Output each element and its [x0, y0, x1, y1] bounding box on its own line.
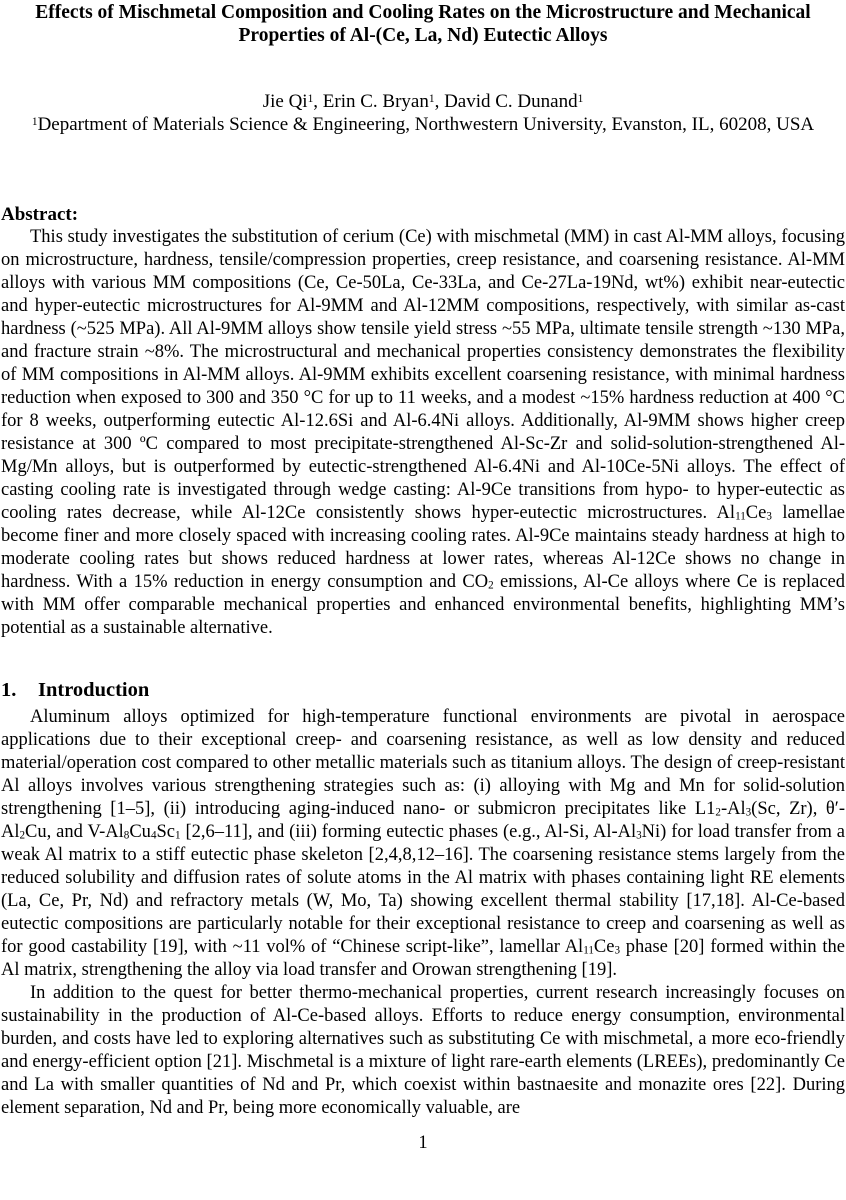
paper-title [1, 2, 845, 47]
section-heading-label: Introduction [38, 679, 150, 701]
abstract-heading: Abstract: [1, 204, 79, 225]
paper-title-line-1: Effects of Mischmetal Composition and Cooling Rates on the Microstructure and Mechanical [35, 2, 811, 23]
section-number: 1. [1, 679, 17, 701]
abstract-paragraph: This study investigates the substitution of cerium (Ce) with mischmetal (MM) in cast Al-MM alloys, focusing on microstructure, hardness, tensile/compression properties, creep resistance, and coarsening resistance. Al-MM alloys with various MM compositions (Ce, Ce-50La, Ce-33La, and Ce-27La-19Nd, wt%) exhibit near-eutectic and hyper-eutectic microstructures for Al-9MM and Al-12MM compositions, respectively, with similar as-cast hardness (~525 MPa). All Al-9MM alloys show tensile yield stress ~55 MPa, ultimate tensile strength ~130 MPa, and fracture strain ~8%. The microstructural and mechanical properties consistency demonstrates the flexibility of MM compositions in Al-MM alloys. Al-9MM exhibits excellent coarsening resistance, with minimal hardness reduction when exposed to 300 and 350 °C for up to 11 weeks, and a modest ~15% hardness reduction at 400 °C for 8 weeks, outperforming eutectic Al-12.6Si and Al-6.4Ni alloys. Additionally, Al-9MM shows higher creep resistance at 300 ºC compared to most precipitate-strengthened Al-Sc-Zr and solid-solution-strengthened Al-Mg/Mn alloys, but is outperformed by eutectic-strengthened Al-6.4Ni and Al-10Ce-5Ni alloys. The effect of casting cooling rate is investigated through wedge casting: Al-9Ce transitions from hypo- to hyper-eutectic as cooling rates decrease, while Al-12Ce consistently shows hyper-eutectic microstructures. $Al_{11}Ce_3$ lamellae become finer and more closely spaced with increasing cooling rates. Al-9Ce maintains steady hardness at high to moderate cooling rates but shows reduced hardness at lower rates, whereas Al-12Ce shows no change in hardness. With a 15% reduction in energy consumption and $CO_2$ emissions, Al-Ce alloys where Ce is replaced with MM offer comparable mechanical properties and enhanced environmental benefits, highlighting MM’s potential as a sustainable alternative. [1, 227, 846, 638]
byline-block [1, 90, 845, 136]
introduction-paragraph-2: In addition to the quest for better thermo-mechanical properties, current research increasingly focuses on sustainability in the production of Al-Ce-based alloys. Efforts to reduce energy consumption, environmental burden, and costs have led to exploring alternatives such as substituting Ce with mischmetal, a more eco-friendly and energy-efficient option [21]. Mischmetal is a mixture of light rare-earth elements (LREEs), predominantly Ce and La with smaller quantities of Nd and Pr, which coexist within bastnaesite and monazite ores [22]. During element separation, Nd and Pr, being more economically valuable, are [1, 983, 845, 1118]
authors-byline: Jie Qi$^1$, Erin C. Bryan$^1$, David C. Dunand$^1$ [262, 91, 584, 112]
affiliation: $^1$Department of Materials Science & Engineering, Northwestern University, Evanston, IL, 60208, USA [31, 114, 815, 135]
introduction-paragraph-1: Aluminum alloys optimized for high-temperature functional environments are pivotal in aerospace applications due to their exceptional creep- and coarsening resistance, as well as low density and reduced material/operation cost compared to other metallic materials such as titanium alloys. The design of creep-resistant Al alloys involves various strengthening strategies such as: (i) alloying with Mg and Mn for solid-solution strengthening [1–5], (ii) introducing aging-induced nano- or submicron precipitates like $L1_2-Al_3(Sc$, Zr), $\theta'-Al_2Cu$, and $V-Al_8Cu_4Sc_1$ [2,6–11], and (iii) forming eutectic phases (e.g., Al-Si, $Al-Al_3Ni$) for load transfer from a weak Al matrix to a stiff eutectic phase skeleton [2,4,8,12–16]. The coarsening resistance stems largely from the reduced solubility and diffusion rates of solute atoms in the Al matrix with phases containing light RE elements (La, Ce, Pr, Nd) and refractory metals (W, Mo, Ta) showing excellent thermal stability [17,18]. Al-Ce-based eutectic compositions are particularly notable for their exceptional resistance to creep and coarsening as well as for good castability [19], with ~11 vol% of “Chinese script-like”, lamellar $Al_{11}Ce_3$ phase [20] formed within the Al matrix, strengthening the alloy via load transfer and Orowan strengthening [19]. [1, 707, 845, 980]
introduction-heading [1, 679, 845, 702]
page-number: 1 [418, 1133, 428, 1153]
paper-title-line-2: Properties of Al-(Ce, La, Nd) Eutectic Alloys [238, 24, 608, 46]
